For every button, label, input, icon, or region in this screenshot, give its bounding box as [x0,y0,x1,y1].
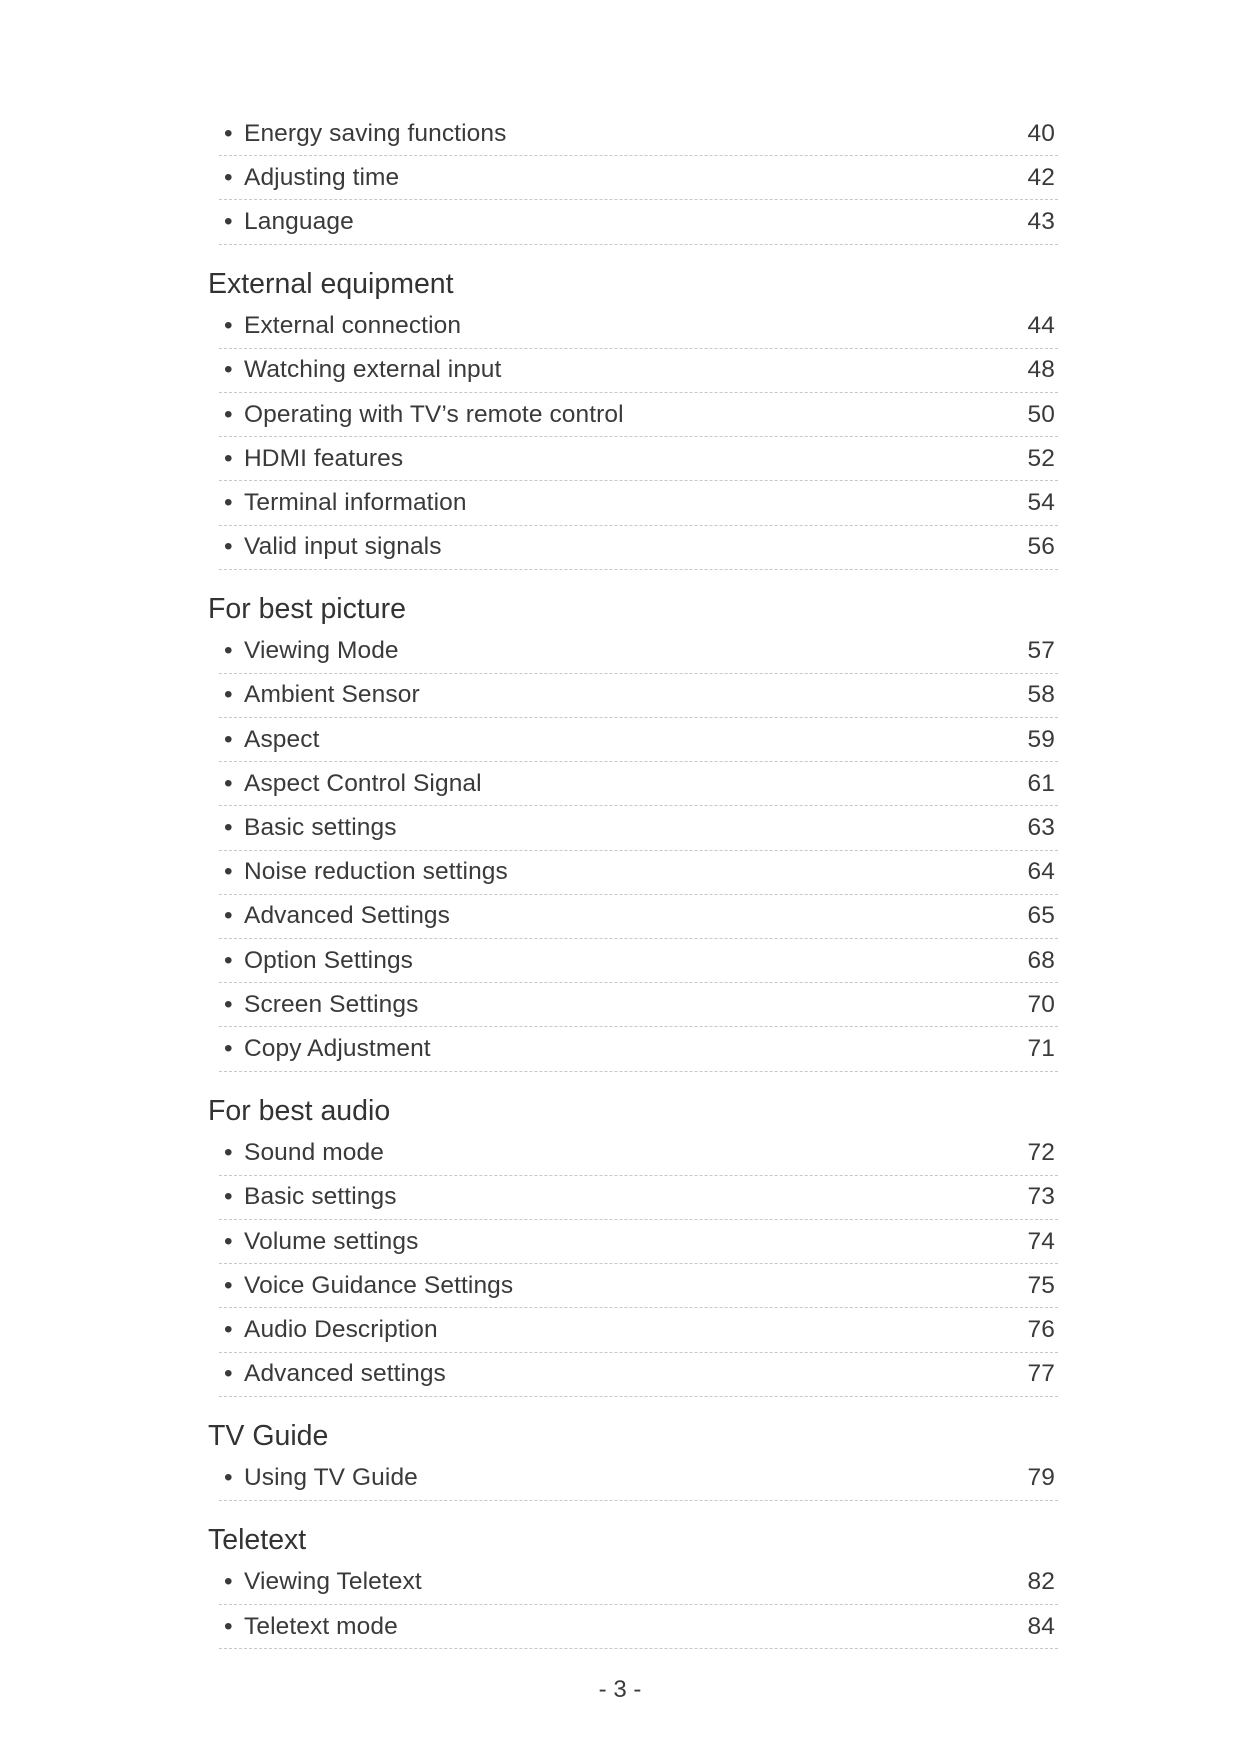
toc-entry-label: Using TV Guide [244,1464,418,1492]
toc-entry-page: 74 [1027,1227,1055,1255]
toc-entry[interactable] [219,630,1058,674]
toc-entry-label: Adjusting time [244,163,400,191]
bullet-icon: • [224,814,233,842]
bullet-icon: • [224,400,233,428]
toc-entry-page: 76 [1027,1315,1055,1343]
toc-entry-page: 52 [1027,444,1055,472]
toc-entry-page: 75 [1027,1271,1055,1299]
toc-entry[interactable] [219,762,1058,806]
toc-entry-page: 48 [1027,356,1055,384]
toc-entry-label: Aspect [244,725,320,753]
bullet-icon: • [224,119,233,147]
toc-entry[interactable] [219,156,1058,200]
bullet-icon: • [224,990,233,1018]
toc-entry[interactable] [219,112,1058,156]
bullet-icon: • [224,1360,233,1388]
toc-entry[interactable] [219,437,1058,481]
bullet-icon: • [224,444,233,472]
toc-entry-label: Terminal information [244,488,467,516]
toc-entry[interactable] [219,674,1058,718]
toc-entry[interactable] [219,1457,1058,1501]
bullet-icon: • [224,1464,233,1492]
bullet-icon: • [224,356,233,384]
toc-entry[interactable] [219,1027,1058,1071]
section-heading[interactable]: For best audio [208,1094,391,1127]
toc-entry[interactable] [219,806,1058,850]
bullet-icon: • [224,725,233,753]
toc-entry-label: Advanced Settings [244,902,451,930]
toc-entry-label: Basic settings [244,1183,397,1211]
toc-entry-page: 54 [1027,488,1055,516]
toc-entry[interactable] [219,305,1058,349]
toc-entry-page: 58 [1027,681,1055,709]
toc-entry-page: 64 [1027,858,1055,886]
toc-entry-label: Basic settings [244,814,397,842]
toc-entry[interactable] [219,393,1058,437]
toc-entry-label: Watching external input [244,356,502,384]
toc-entry[interactable] [219,481,1058,525]
toc-entry-page: 84 [1027,1612,1055,1640]
section-heading[interactable]: TV Guide [208,1419,329,1452]
bullet-icon: • [224,163,233,191]
bullet-icon: • [224,902,233,930]
toc-entry-label: External connection [244,312,462,340]
toc-entry-label: Audio Description [244,1315,438,1343]
toc-entry-label: Viewing Mode [244,637,399,665]
toc-entry-label: Energy saving functions [244,119,507,147]
bullet-icon: • [224,533,233,561]
bullet-icon: • [224,1568,233,1596]
toc-entry-page: 40 [1027,119,1055,147]
toc-entry-page: 65 [1027,902,1055,930]
toc-entry[interactable] [219,1353,1058,1397]
toc-entry-page: 73 [1027,1183,1055,1211]
toc-entry-label: Advanced settings [244,1360,446,1388]
toc-entry-label: Copy Adjustment [244,1034,431,1062]
bullet-icon: • [224,1227,233,1255]
toc-entry-label: Valid input signals [244,533,442,561]
toc-entry[interactable] [219,526,1058,570]
toc-entry[interactable] [219,1561,1058,1605]
bullet-icon: • [224,207,233,235]
toc-entry-page: 43 [1027,207,1055,235]
toc-entry-label: Teletext mode [244,1612,398,1640]
toc-entry[interactable] [219,1176,1058,1220]
toc-entry-page: 68 [1027,946,1055,974]
bullet-icon: • [224,1271,233,1299]
bullet-icon: • [224,312,233,340]
toc-entry-label: HDMI features [244,444,404,472]
page-number: - 3 - [598,1676,642,1703]
toc-entry-page: 70 [1027,990,1055,1018]
toc-entry-page: 77 [1027,1360,1055,1388]
toc-entry-page: 44 [1027,312,1055,340]
bullet-icon: • [224,946,233,974]
table-of-contents [208,112,1058,1649]
toc-entry-page: 61 [1027,769,1055,797]
toc-entry-label: Aspect Control Signal [244,769,482,797]
toc-entry[interactable] [219,895,1058,939]
bullet-icon: • [224,488,233,516]
toc-entry-page: 63 [1027,814,1055,842]
toc-entry-label: Voice Guidance Settings [244,1271,514,1299]
bullet-icon: • [224,1315,233,1343]
toc-entry-label: Volume settings [244,1227,419,1255]
toc-entry-label: Language [244,207,354,235]
toc-entry[interactable] [219,1264,1058,1308]
toc-entry-page: 56 [1027,533,1055,561]
toc-entry[interactable] [219,851,1058,895]
toc-entry-page: 50 [1027,400,1055,428]
toc-entry-label: Viewing Teletext [244,1568,422,1596]
bullet-icon: • [224,681,233,709]
toc-entry[interactable] [219,1605,1058,1649]
toc-entry-label: Option Settings [244,946,414,974]
toc-entry-page: 57 [1027,637,1055,665]
toc-entry-label: Sound mode [244,1139,384,1167]
toc-entry[interactable] [219,1132,1058,1176]
bullet-icon: • [224,1612,233,1640]
toc-entry[interactable] [219,349,1058,393]
toc-entry[interactable] [219,983,1058,1027]
bullet-icon: • [224,769,233,797]
toc-entry-label: Noise reduction settings [244,858,508,886]
toc-entry-page: 71 [1027,1034,1055,1062]
toc-entry[interactable] [219,200,1058,244]
section-heading[interactable]: For best picture [208,592,406,625]
toc-entry-page: 42 [1027,163,1055,191]
bullet-icon: • [224,1034,233,1062]
toc-entry-page: 79 [1027,1464,1055,1492]
bullet-icon: • [224,637,233,665]
bullet-icon: • [224,1183,233,1211]
toc-entry-label: Screen Settings [244,990,419,1018]
toc-entry[interactable] [219,718,1058,762]
section-heading[interactable]: Teletext [208,1523,307,1556]
toc-entry[interactable] [219,1220,1058,1264]
bullet-icon: • [224,858,233,886]
toc-entry[interactable] [219,1308,1058,1352]
toc-entry-label: Ambient Sensor [244,681,420,709]
toc-entry-label: Operating with TV’s remote control [244,400,624,428]
toc-entry-page: 82 [1027,1568,1055,1596]
toc-entry-page: 72 [1027,1139,1055,1167]
toc-entry-page: 59 [1027,725,1055,753]
bullet-icon: • [224,1139,233,1167]
toc-entry[interactable] [219,939,1058,983]
section-heading[interactable]: External equipment [208,267,454,300]
